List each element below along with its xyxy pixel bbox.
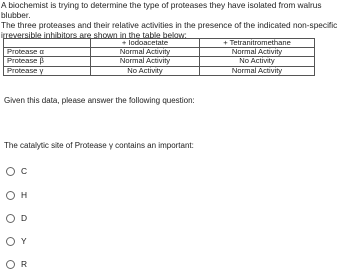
table-cell: Normal Activity [91, 57, 200, 66]
table-row [4, 66, 315, 75]
table-cell: No Activity [91, 66, 200, 75]
option-label: R [21, 259, 28, 269]
option-label: H [21, 190, 28, 200]
answer-option-h[interactable] [6, 190, 27, 200]
table-row [4, 57, 315, 66]
table-cell: Normal Activity [200, 66, 315, 75]
option-label: Y [21, 236, 27, 246]
answer-option-d[interactable] [6, 213, 27, 223]
radio-button[interactable] [6, 167, 15, 176]
option-label: C [21, 166, 28, 176]
table-header-cell: + Tetranitromethane [200, 39, 315, 48]
table-cell: No Activity [200, 57, 315, 66]
question-text: The catalytic site of Protease γ contains an important: [4, 141, 194, 150]
question-intro [1, 0, 349, 40]
table-cell: Normal Activity [91, 48, 200, 57]
intro-line-3: irreversible inhibitors are shown in the table below: [1, 30, 187, 40]
answer-option-y[interactable] [6, 236, 27, 246]
table-cell: Protease α [4, 48, 91, 57]
protease-activity-table [3, 38, 315, 76]
table-cell: Protease γ [4, 66, 91, 75]
radio-button[interactable] [6, 214, 15, 223]
radio-button[interactable] [6, 191, 15, 200]
intro-line-2: The three proteases and their relative activities in the presence of the indicated non-specific [1, 20, 338, 30]
radio-button[interactable] [6, 237, 15, 246]
radio-button[interactable] [6, 260, 15, 269]
table-header-cell: + Iodoacetate [91, 39, 200, 48]
option-label: D [21, 213, 28, 223]
intro-line-1: A biochemist is trying to determine the type of proteases they have isolated from walrus blubber. [1, 0, 322, 20]
table-cell: Protease β [4, 57, 91, 66]
answer-option-c[interactable] [6, 166, 27, 176]
table-cell: Normal Activity [200, 48, 315, 57]
answer-option-r[interactable] [6, 259, 27, 269]
instruction-text: Given this data, please answer the following question: [4, 96, 195, 105]
